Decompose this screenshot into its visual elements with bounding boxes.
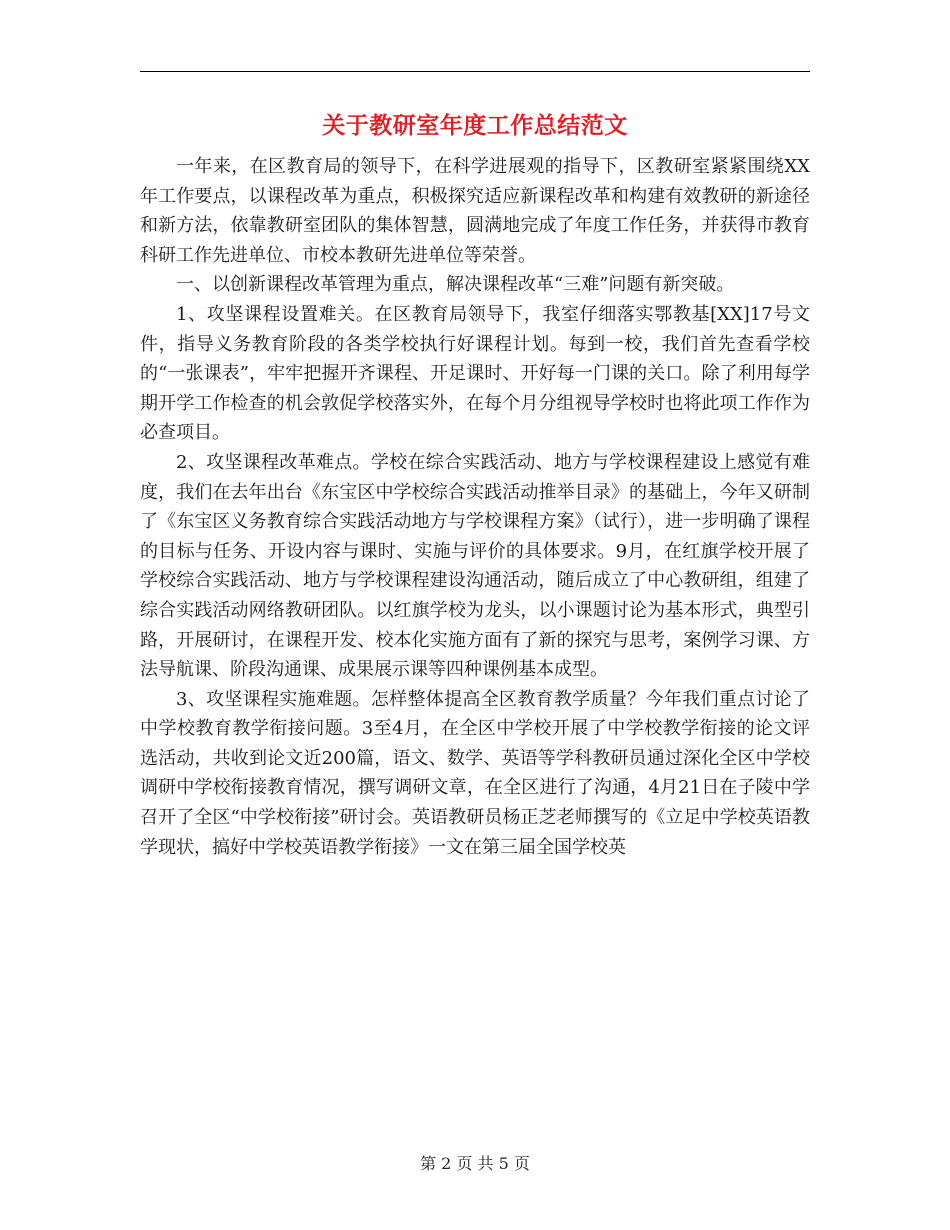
document-title: 关于教研室年度工作总结范文 [322,112,628,139]
document-body [140,152,810,862]
page-number: 第 2 页 共 5 页 [420,1154,530,1173]
paragraph-course-reform: 2、攻坚课程改革难点。学校在综合实践活动、地方与学校课程建设上感觉有难度，我们在去年出台《东宝区中学校综合实践活动推举目录》的基础上，今年又研制了《东宝区义务教育综合实践活动地方与学校课程方案》（试行），进一步明确了课程的目标与任务、开设内容与课时、实施与评价的具体要求。9月，在红旗学校开展了学校综合实践活动、地方与学校课程建设沟通活动，随后成立了中心教研组，组建了综合实践活动网络教研团队。以红旗学校为龙头，以小课题讨论为基本形式，典型引路，开展研讨，在课程开发、校本化实施方面有了新的探究与思考，案例学习课、方法导航课、阶段沟通课、成果展示课等四种课例基本成型。 [140,451,810,681]
header-rule [140,71,810,72]
intro-paragraph: 一年来，在区教育局的领导下，在科学进展观的指导下，区教研室紧紧围绕XX年工作要点，以课程改革为重点，积极探究适应新课程改革和构建有效教研的新途径和新方法，依靠教研室团队的集体智慧，圆满地完成了年度工作任务，并获得市教育科研工作先进单位、市校本教研先进单位等荣誉。 [140,156,810,266]
paragraph-course-setting: 1、攻坚课程设置难关。在区教育局领导下，我室仔细落实鄂教基[XX]17号文件，指导义务教育阶段的各类学校执行好课程计划。每到一校，我们首先查看学校的“一张课表”，牢牢把握开齐课程、开足课时、开好每一门课的关口。除了利用每学期开学工作检查的机会敦促学校落实外，在每个月分组视导学校时也将此项工作作为必查项目。 [140,303,810,444]
section-heading-1: 一、以创新课程改革管理为重点，解决课程改革“三难”问题有新突破。 [176,274,735,296]
paragraph-course-implementation: 3、攻坚课程实施难题。怎样整体提高全区教育教学质量？今年我们重点讨论了中学校教育教学衔接问题。3至4月，在全区中学校开展了中学校教学衔接的论文评选活动，共收到论文近200篇，语文、数学、英语等学科教研员通过深化全区中学校调研中学校衔接教育情况，撰写调研文章，在全区进行了沟通，4月21日在子陵中学召开了全区“中学校衔接”研讨会。英语教研员杨正芝老师撰写的《立足中学校英语教学现状，搞好中学校英语教学衔接》一文在第三届全国学校英 [140,688,810,858]
